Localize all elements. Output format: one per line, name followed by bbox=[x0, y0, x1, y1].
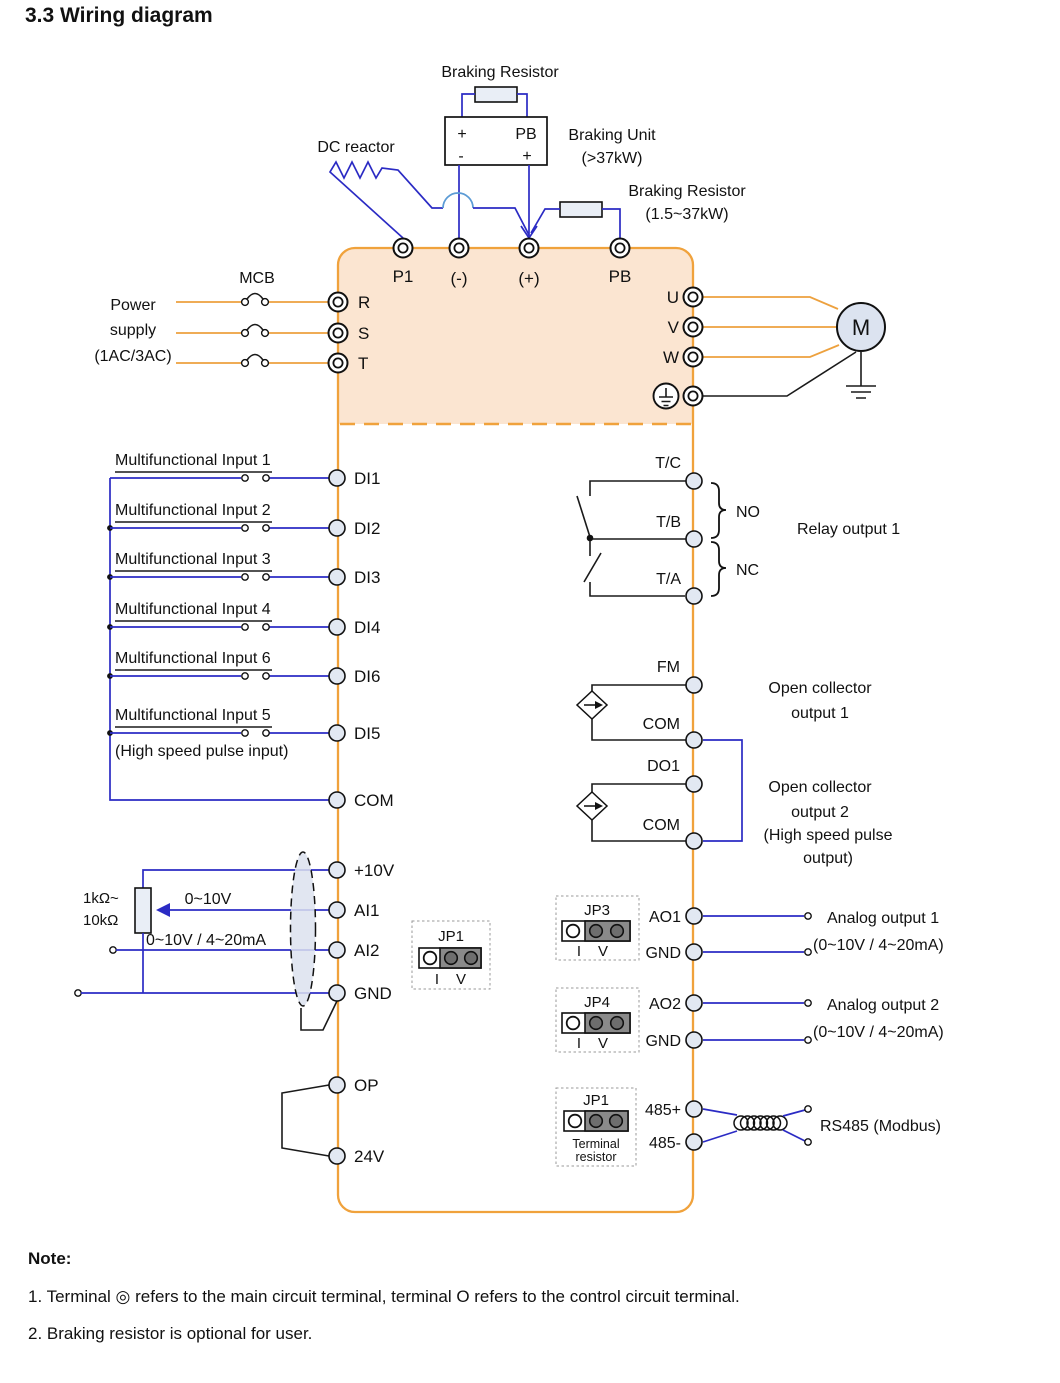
label-P1: P1 bbox=[392, 267, 414, 286]
label-fm: FM bbox=[656, 659, 680, 676]
ao2-label-2: (0~10V / 4~20mA) bbox=[813, 1024, 944, 1041]
dc-reactor-wire bbox=[330, 162, 443, 238]
no-brace bbox=[711, 483, 726, 538]
digital-inputs bbox=[107, 452, 394, 810]
ai2-range: 0~10V / 4~20mA bbox=[146, 932, 267, 949]
oc1-label-2: output 1 bbox=[791, 705, 849, 722]
terminal-485p bbox=[686, 1101, 702, 1117]
jp4-i: I bbox=[576, 1035, 582, 1052]
terminal-DI2 bbox=[329, 520, 345, 536]
relay-output-label: Relay output 1 bbox=[797, 521, 901, 538]
wiper-arrow bbox=[156, 903, 170, 917]
terminal-AO2 bbox=[686, 995, 702, 1011]
terminal-label: DI4 bbox=[354, 618, 381, 637]
label-485p: 485+ bbox=[644, 1102, 681, 1119]
jp1-name: JP1 bbox=[438, 928, 464, 945]
oc2-label-1: Open collector bbox=[768, 779, 872, 796]
note-item-2: 2. Braking resistor is optional for user. bbox=[28, 1324, 313, 1343]
braking-circuit bbox=[317, 64, 746, 238]
jp1-485-name: JP1 bbox=[583, 1092, 609, 1109]
label-U: U bbox=[666, 288, 679, 307]
oc1-label-1: Open collector bbox=[768, 680, 872, 697]
open-collector-2 bbox=[577, 740, 893, 867]
jp3-name: JP3 bbox=[584, 902, 610, 919]
relay-output bbox=[577, 455, 900, 604]
motor-label: M bbox=[851, 315, 871, 340]
input-label: Multifunctional Input 1 bbox=[115, 452, 271, 469]
label-do1: DO1 bbox=[647, 758, 680, 775]
ao2-label-1: Analog output 2 bbox=[827, 997, 940, 1014]
terminal-plus bbox=[520, 239, 539, 258]
terminal-W bbox=[684, 348, 703, 367]
label-gnd-ao1: GND bbox=[645, 945, 681, 962]
label-24v: 24V bbox=[354, 1147, 385, 1166]
twisted-pair-icon bbox=[734, 1116, 787, 1130]
label-nc: NC bbox=[736, 562, 760, 579]
ao1-label-2: (0~10V / 4~20mA) bbox=[813, 937, 944, 954]
rs485-label: RS485 (Modbus) bbox=[820, 1118, 941, 1135]
label-minus: (-) bbox=[450, 269, 468, 288]
label-ai2: AI2 bbox=[354, 941, 380, 960]
rs485-section bbox=[556, 1088, 941, 1166]
nc-brace bbox=[711, 542, 726, 596]
braking-unit-label-1: Braking Unit bbox=[568, 127, 656, 144]
braking-unit-pb: PB bbox=[515, 126, 537, 143]
potentiometer bbox=[135, 888, 151, 933]
terminal-GND-ao2 bbox=[686, 1032, 702, 1048]
oc2-label-3: (High speed pulse bbox=[763, 827, 893, 844]
jp3-v: V bbox=[597, 943, 609, 960]
terminal-label: DI3 bbox=[354, 568, 381, 587]
label-ao2: AO2 bbox=[648, 996, 681, 1013]
label-op: OP bbox=[354, 1076, 379, 1095]
analog-inputs bbox=[75, 852, 395, 1030]
ai1-range: 0~10V bbox=[184, 891, 232, 908]
label-W: W bbox=[662, 348, 679, 367]
label-V: V bbox=[667, 318, 679, 337]
braking-resistor-top-label: Braking Resistor bbox=[441, 64, 559, 81]
terminal-OP bbox=[329, 1077, 345, 1093]
label-no: NO bbox=[736, 504, 760, 521]
braking-unit-plus-top: + bbox=[457, 126, 467, 143]
power-lines-with-mcb-breakers bbox=[176, 294, 328, 367]
digital-input-row bbox=[110, 452, 380, 488]
terminal-TB bbox=[686, 531, 702, 547]
terminal-PE bbox=[684, 387, 703, 406]
pe-icon bbox=[654, 384, 679, 409]
label-tb: T/B bbox=[656, 514, 681, 531]
input-label: Multifunctional Input 5 bbox=[115, 707, 271, 724]
note-heading: Note: bbox=[28, 1249, 72, 1268]
ao1-label-1: Analog output 1 bbox=[827, 910, 940, 927]
terminal-485m bbox=[686, 1134, 702, 1150]
jp1-v: V bbox=[455, 971, 467, 988]
power-supply-label-3: (1AC/3AC) bbox=[94, 348, 172, 365]
terminal-AO1 bbox=[686, 908, 702, 924]
terminal-V bbox=[684, 318, 703, 337]
terminal-24V bbox=[329, 1148, 345, 1164]
label-ao1: AO1 bbox=[648, 909, 681, 926]
label-plus: (+) bbox=[518, 269, 540, 288]
drive-box bbox=[338, 248, 693, 1212]
digital-input-row bbox=[110, 551, 380, 587]
analog-output-1 bbox=[556, 896, 944, 962]
digital-input-row bbox=[110, 601, 380, 637]
power-supply bbox=[94, 270, 328, 366]
terminal-DI6 bbox=[329, 668, 345, 684]
terminal-PB bbox=[611, 239, 630, 258]
mcb-label: MCB bbox=[239, 270, 275, 287]
terminal-label: DI2 bbox=[354, 519, 381, 538]
terminal-10V bbox=[329, 862, 345, 878]
page-title: 3.3 Wiring diagram bbox=[25, 4, 213, 27]
terminal-DI5 bbox=[329, 725, 345, 741]
pot-label-1: 1kΩ~ bbox=[83, 890, 119, 907]
braking-unit-plus-bottom: + bbox=[522, 148, 532, 165]
label-R: R bbox=[358, 293, 371, 312]
terminal-DI1 bbox=[329, 470, 345, 486]
ground-symbol bbox=[846, 351, 876, 398]
jp4-v: V bbox=[597, 1035, 609, 1052]
terminal-AI1 bbox=[329, 902, 345, 918]
label-ta: T/A bbox=[656, 571, 681, 588]
label-com-oc2: COM bbox=[642, 817, 680, 834]
jp3-i: I bbox=[576, 943, 582, 960]
terminal-DO1 bbox=[686, 776, 702, 792]
motor-output bbox=[703, 297, 885, 398]
braking-resistor-2 bbox=[560, 202, 602, 217]
braking-resistor2-label-2: (1.5~37kW) bbox=[645, 206, 729, 223]
label-PB: PB bbox=[608, 267, 632, 286]
input-label: Multifunctional Input 3 bbox=[115, 551, 271, 568]
terminal-R bbox=[329, 293, 348, 312]
note-item-1: 1. Terminal ◎ refers to the main circuit terminal, terminal O refers to the control circuit terminal. bbox=[28, 1287, 740, 1306]
terminal-T bbox=[329, 354, 348, 373]
terminal-COM-left bbox=[329, 792, 345, 808]
terminal-GND-left bbox=[329, 985, 345, 1001]
label-S: S bbox=[358, 324, 370, 343]
label-gnd: GND bbox=[354, 984, 392, 1003]
pot-label-2: 10kΩ bbox=[83, 912, 119, 929]
terminal-GND-ao1 bbox=[686, 944, 702, 960]
com-link-wire bbox=[703, 740, 742, 841]
terminal-label-com: COM bbox=[354, 791, 394, 810]
power-supply-label-2: supply bbox=[109, 322, 157, 339]
power-supply-label-1: Power bbox=[110, 297, 156, 314]
terminal-label: DI6 bbox=[354, 667, 381, 686]
braking-resistor2-label-1: Braking Resistor bbox=[628, 183, 746, 200]
label-gnd-ao2: GND bbox=[645, 1033, 681, 1050]
terminal-COM-oc2 bbox=[686, 833, 702, 849]
terminal-COM-oc1 bbox=[686, 732, 702, 748]
terminal-P1 bbox=[394, 239, 413, 258]
label-10v: +10V bbox=[354, 861, 395, 880]
label-485m: 485- bbox=[648, 1135, 681, 1152]
input-label: Multifunctional Input 4 bbox=[115, 601, 271, 618]
label-T: T bbox=[358, 354, 369, 373]
oc2-label-2: output 2 bbox=[791, 804, 849, 821]
braking-unit-label-2: (>37kW) bbox=[581, 150, 643, 167]
op-24v bbox=[282, 1076, 385, 1166]
label-ai1: AI1 bbox=[354, 901, 380, 920]
terminal-DI3 bbox=[329, 569, 345, 585]
jp1-485-sub1: Terminal bbox=[572, 1137, 620, 1151]
digital-input-row bbox=[110, 650, 380, 686]
jp4-name: JP4 bbox=[584, 994, 610, 1011]
terminal-FM bbox=[686, 677, 702, 693]
terminal-AI2 bbox=[329, 942, 345, 958]
input-label: Multifunctional Input 6 bbox=[115, 650, 271, 667]
label-com-oc1: COM bbox=[642, 716, 680, 733]
oc2-label-4: output) bbox=[803, 850, 853, 867]
terminal-minus bbox=[450, 239, 469, 258]
shield-drain-wire bbox=[301, 1001, 337, 1030]
label-tc: T/C bbox=[655, 455, 681, 472]
digital-input-row bbox=[110, 707, 380, 760]
braking-resistor-top bbox=[475, 87, 517, 102]
terminal-label: DI1 bbox=[354, 469, 381, 488]
jp1-485-sub2: resistor bbox=[575, 1150, 617, 1164]
dc-reactor-label: DC reactor bbox=[317, 139, 395, 156]
input-label: Multifunctional Input 2 bbox=[115, 502, 271, 519]
terminal-TA bbox=[686, 588, 702, 604]
analog-output-2 bbox=[556, 988, 944, 1052]
braking-unit-minus: - bbox=[458, 148, 464, 165]
shield-ellipse bbox=[291, 852, 316, 1006]
terminal-label: DI5 bbox=[354, 724, 381, 743]
digital-input-row bbox=[110, 502, 380, 538]
terminal-U bbox=[684, 288, 703, 307]
terminal-S bbox=[329, 324, 348, 343]
terminal-DI4 bbox=[329, 619, 345, 635]
terminal-TC bbox=[686, 473, 702, 489]
input-sublabel: (High speed pulse input) bbox=[115, 743, 289, 760]
jp1-i: I bbox=[434, 971, 440, 988]
open-collector-1 bbox=[577, 659, 872, 748]
jp1-analog-jumper bbox=[412, 921, 490, 989]
wire-hop-arc bbox=[443, 193, 473, 208]
